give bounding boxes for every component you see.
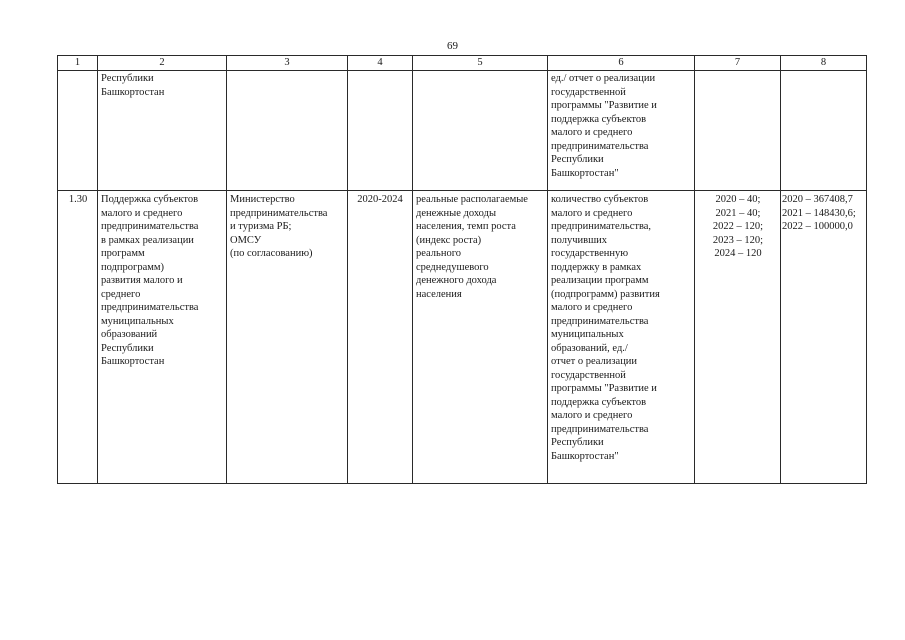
table-row-1-30 (58, 191, 867, 484)
cell-executor (227, 191, 348, 484)
text-line: государственной (551, 369, 626, 381)
cell-target-values (695, 191, 781, 484)
cell-result (548, 71, 695, 191)
cell-number (58, 71, 98, 191)
text-line: предпринимательства (551, 140, 649, 152)
text-line: и туризма РБ; (230, 221, 292, 232)
text-line: предпринимательства (101, 221, 199, 232)
text-line: муниципальных (101, 315, 174, 327)
text-line: предпринимательства (230, 207, 328, 219)
text-line: (по согласованию) (230, 248, 313, 259)
text-line: Башкортостан (101, 86, 165, 98)
text-line: Республики (551, 154, 604, 165)
text-line: Министерство (230, 194, 295, 205)
header-col-4: 4 (348, 56, 413, 71)
cell-number: 1.30 (58, 191, 98, 484)
cell-funding (781, 71, 867, 191)
text-line: поддержку в рамках (551, 261, 642, 273)
text-line: программ (101, 248, 145, 259)
text-line: ед./ отчет о реализации (551, 73, 656, 84)
text-line: поддержка субъектов (551, 113, 647, 125)
text-line: малого и среднего (551, 410, 633, 421)
cell-indicator (413, 191, 548, 484)
cell-period (348, 71, 413, 191)
text-line: реальные располагаемые (416, 194, 528, 205)
text-line: 2024 – 120 (714, 248, 762, 259)
cell-event-name (98, 191, 227, 484)
cell-result (548, 191, 695, 484)
header-col-3: 3 (227, 56, 348, 71)
text-line: 2022 – 100000,0 (782, 221, 853, 232)
text-line: 2020 – 40; (715, 194, 761, 205)
text-line: 2020 – 367408,7 (782, 194, 853, 205)
text-line: населения (416, 288, 462, 300)
text-line: Башкортостан" (551, 450, 619, 462)
text-line: денежного дохода (416, 275, 497, 286)
text-line: ОМСУ (230, 234, 262, 246)
text-line: реализации программ (551, 275, 649, 286)
text-line: населения, темп роста (416, 221, 516, 232)
text-line: образований (101, 329, 158, 340)
text-line: отчет о реализации (551, 356, 638, 367)
text-line: государственную (551, 248, 629, 259)
page-number: 69 (447, 40, 458, 52)
cell-event-name (98, 71, 227, 191)
text-line: Республики (551, 437, 604, 448)
header-col-1: 1 (58, 56, 98, 71)
text-line: среднего (101, 288, 141, 300)
header-col-5: 5 (413, 56, 548, 71)
program-table (57, 55, 867, 484)
header-col-6: 6 (548, 56, 695, 71)
text-line: программы "Развитие и (551, 100, 657, 111)
text-line: предпринимательства (101, 302, 199, 313)
text-line: Башкортостан" (551, 167, 619, 179)
text-line: 2022 – 120; (712, 221, 764, 232)
text-line: получивших (551, 234, 608, 246)
text-line: 2023 – 120; (712, 234, 764, 246)
text-line: поддержка субъектов (551, 396, 647, 408)
text-line: программы "Развитие и (551, 383, 657, 394)
text-line: малого и среднего (551, 207, 633, 219)
text-line: предпринимательства, (551, 221, 652, 232)
header-col-7: 7 (695, 56, 781, 71)
table-row-continued (58, 71, 867, 191)
text-line: муниципальных (551, 329, 624, 340)
text-line: 2021 – 148430,6; (782, 207, 856, 219)
cell-executor (227, 71, 348, 191)
text-line: развития малого и (101, 275, 183, 286)
text-line: предпринимательства (551, 315, 649, 327)
header-col-2: 2 (98, 56, 227, 71)
text-line: Республики (101, 73, 154, 84)
text-line: образований, ед./ (551, 342, 628, 354)
header-col-8: 8 (781, 56, 867, 71)
header-row (58, 56, 867, 71)
text-line: в рамках реализации (101, 234, 194, 246)
text-line: подпрограмм) (101, 261, 165, 273)
text-line: реального (416, 248, 461, 259)
text-line: количество субъектов (551, 194, 649, 205)
text-line: малого и среднего (551, 302, 633, 313)
text-line: малого и среднего (551, 127, 633, 138)
text-line: (индекс роста) (416, 234, 482, 246)
text-line: Республики (101, 342, 154, 354)
text-line: Поддержка субъектов (101, 194, 199, 205)
text-line: государственной (551, 86, 626, 98)
text-line: предпринимательства (551, 423, 649, 435)
text-line: малого и среднего (101, 207, 183, 219)
text-line: 2021 – 40; (715, 207, 761, 219)
cell-indicator (413, 71, 548, 191)
cell-target-values (695, 71, 781, 191)
text-line: денежные доходы (416, 207, 497, 219)
cell-period: 2020-2024 (348, 191, 413, 484)
text-line: Башкортостан (101, 356, 165, 367)
text-line: среднедушевого (416, 261, 489, 273)
cell-funding (781, 191, 867, 484)
text-line: (подпрограмм) развития (551, 288, 660, 300)
